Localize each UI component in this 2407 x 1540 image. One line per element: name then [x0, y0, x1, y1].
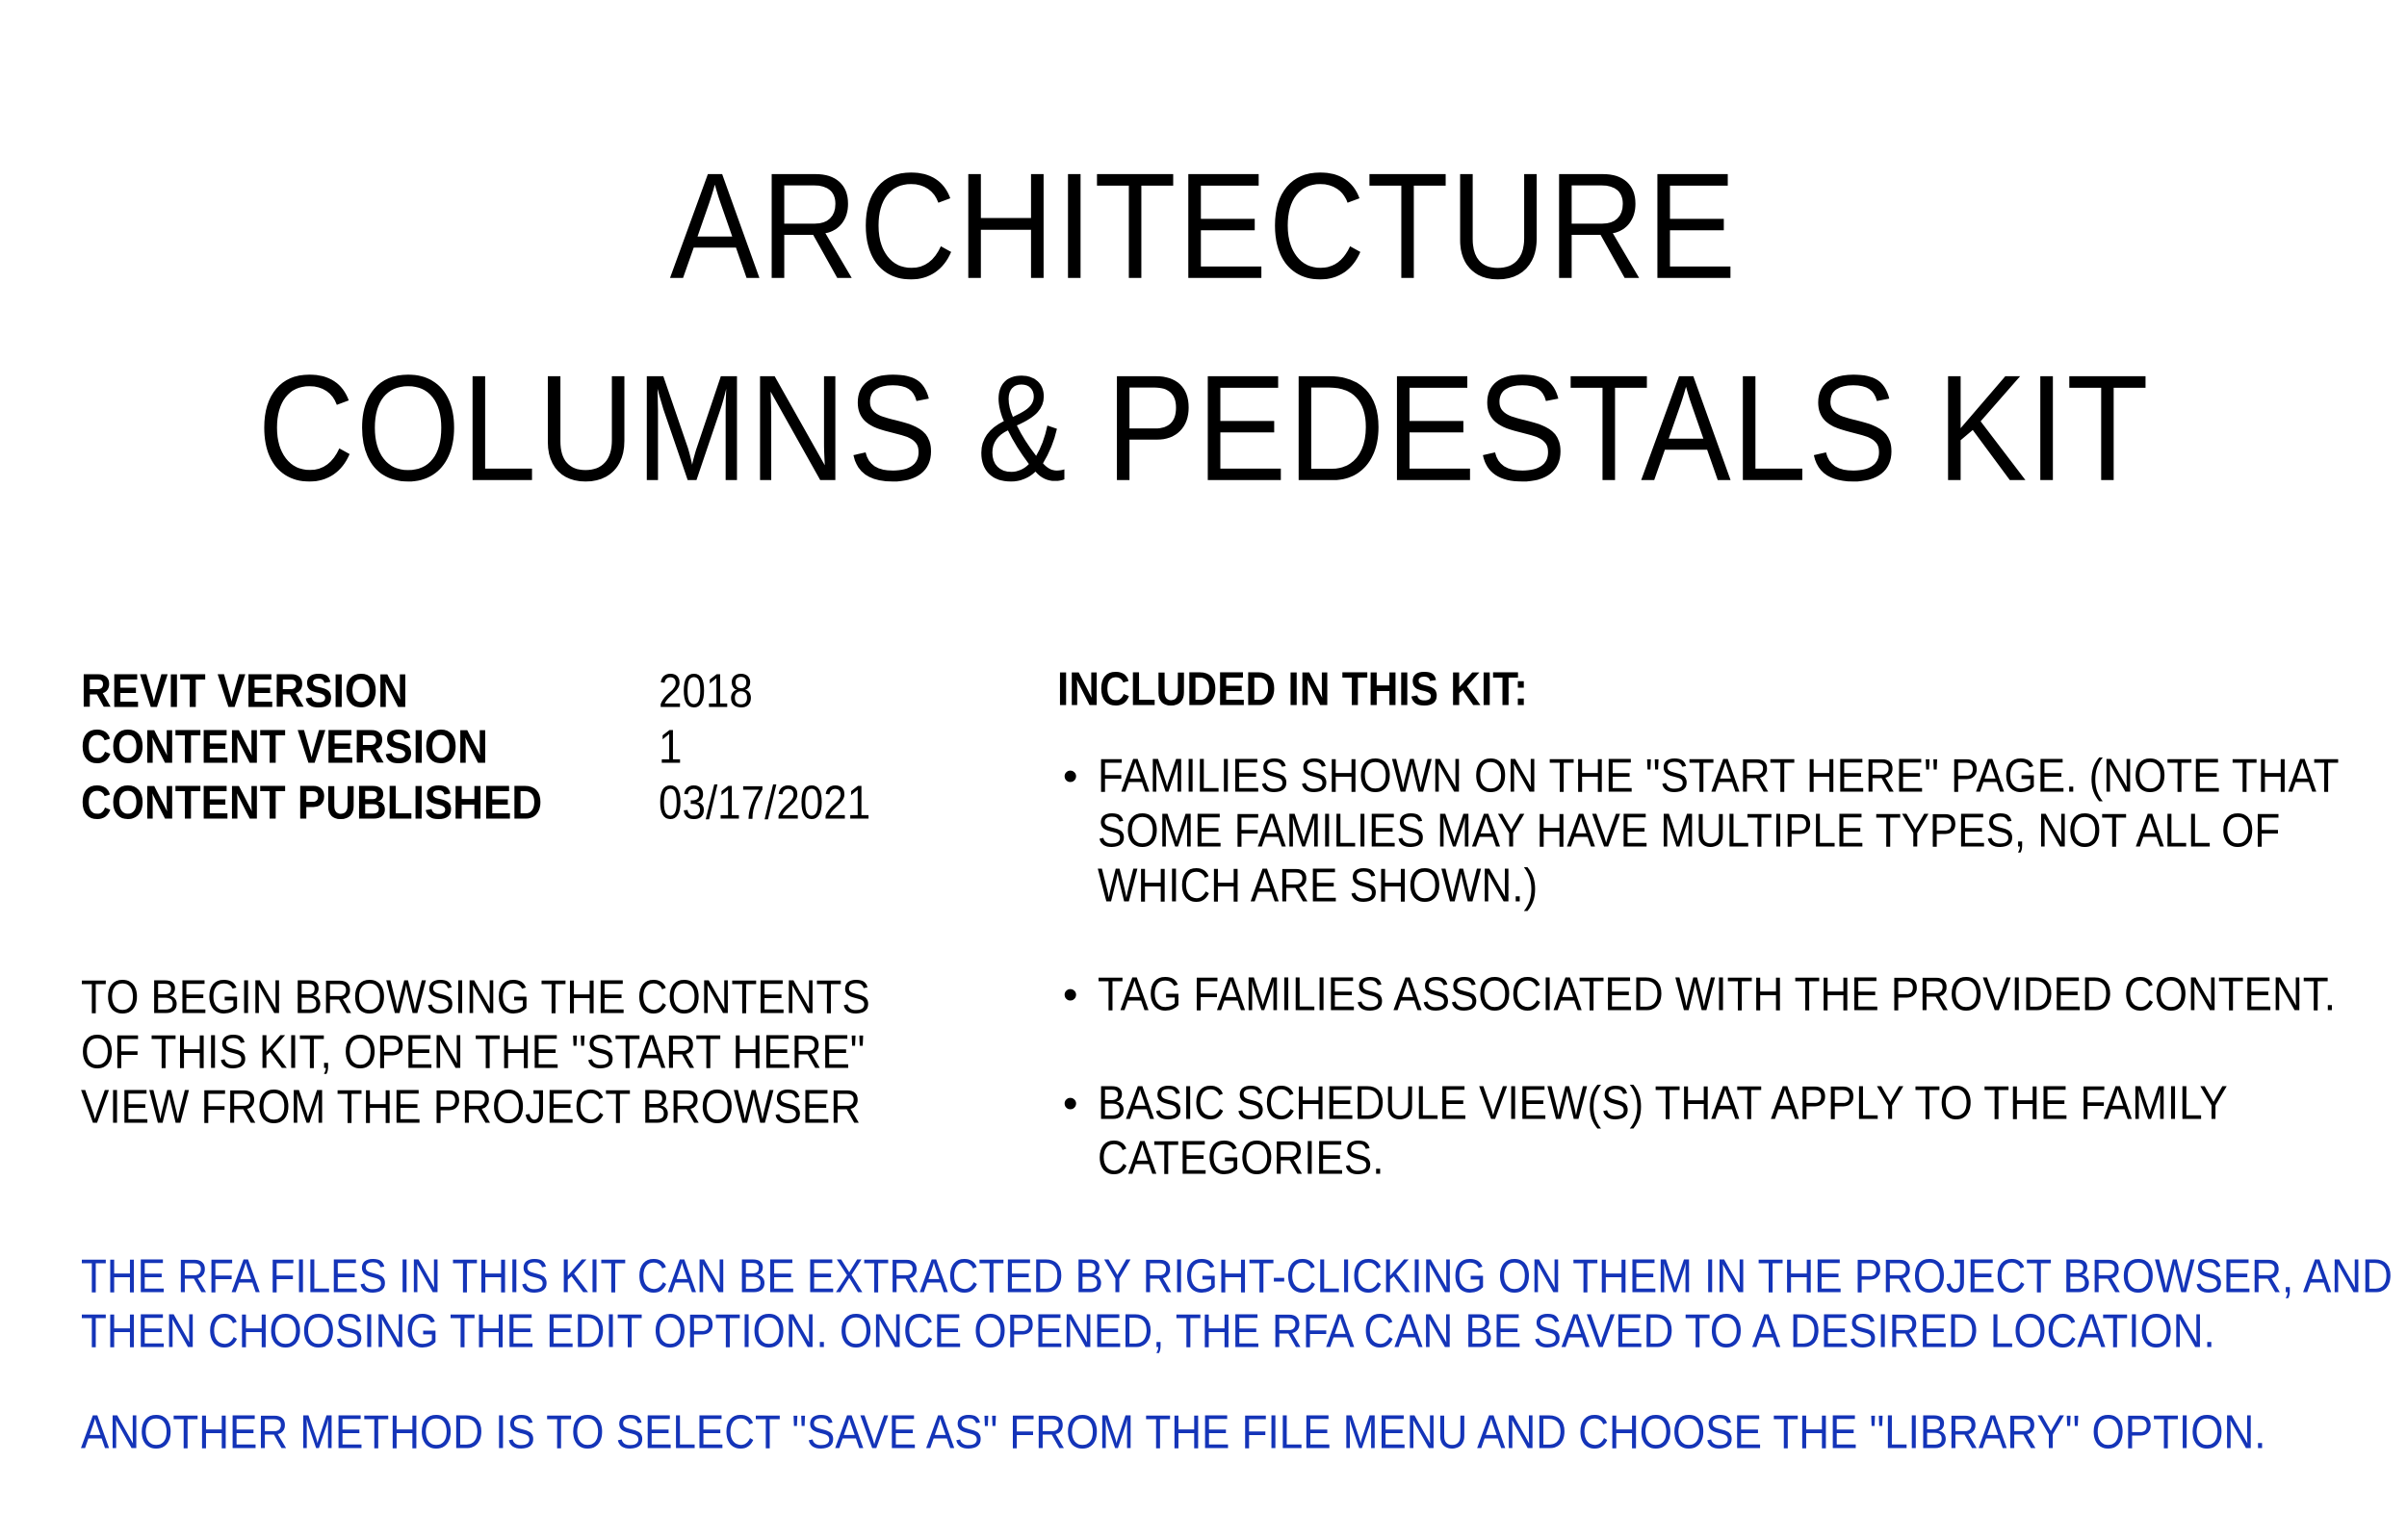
included-item-line: FAMILIES SHOWN ON THE "START HERE" PAGE. (NOTE THAT	[1098, 750, 2340, 803]
revit-version-label: REVIT VERSION	[81, 665, 408, 718]
included-in-kit-section	[1057, 662, 2386, 1185]
included-item-line: SOME FAMILIES MAY HAVE MULTIPLE TYPES, NOT ALL OF	[1098, 805, 2281, 858]
instructions-line: OF THIS KIT, OPEN THE "START HERE"	[81, 1026, 866, 1079]
content-version-value: 1	[659, 721, 683, 774]
note-line: THEN CHOOSING THE EDIT OPTION. ONCE OPENED, THE RFA CAN BE SAVED TO A DESIRED LOCATION.	[81, 1305, 2215, 1358]
page-title-line-2: COLUMNS & PEDESTALS KIT	[257, 343, 2150, 513]
note-line: ANOTHER METHOD IS TO SELECT "SAVE AS" FROM THE FILE MENU AND CHOOSE THE "LIBRARY" OPTION.	[81, 1406, 2266, 1459]
extraction-note	[81, 1249, 2393, 1359]
instructions-line: TO BEGIN BROWSING THE CONTENTS	[81, 971, 870, 1024]
included-item-line: WHICH ARE SHOWN.)	[1098, 860, 1539, 912]
bullet-icon: •	[1063, 971, 1078, 1018]
content-version-row	[81, 720, 870, 776]
included-item-schedule-views	[1063, 1076, 2368, 1186]
included-item-families	[1063, 749, 2368, 913]
revit-version-value: 2018	[659, 665, 753, 718]
note-line: THE RFA FILES IN THIS KIT CAN BE EXTRACTED BY RIGHT-CLICKING ON THEM IN THE PROJECT BROWSER, AND	[81, 1250, 2393, 1303]
revit-version-row	[81, 664, 870, 720]
instructions-line: VIEW FROM THE PROJECT BROWSER	[81, 1081, 861, 1134]
bullet-icon: •	[1063, 753, 1078, 800]
browsing-instructions	[81, 970, 947, 1135]
bullet-icon: •	[1063, 1080, 1078, 1127]
included-heading: INCLUDED IN THIS KIT:	[1057, 663, 1528, 716]
content-version-label: CONTENT VERSION	[81, 721, 488, 774]
page-title-line-1: ARCHITECTURE	[669, 141, 1738, 311]
content-published-label: CONTENT PUBLISHED	[81, 777, 543, 830]
included-item-line: TAG FAMILIES ASSOCIATED WITH THE PROVIDED CONTENT.	[1098, 968, 2336, 1021]
content-published-row	[81, 776, 870, 832]
included-item-line: CATEGORIES.	[1098, 1132, 1385, 1185]
version-info-table	[81, 664, 870, 832]
included-item-tag-families	[1063, 967, 2368, 1022]
content-published-value: 03/17/2021	[659, 777, 871, 830]
save-as-note	[81, 1405, 2372, 1460]
included-item-line: BASIC SCHEDULE VIEW(S) THAT APPLY TO THE FAMILY	[1098, 1077, 2228, 1130]
